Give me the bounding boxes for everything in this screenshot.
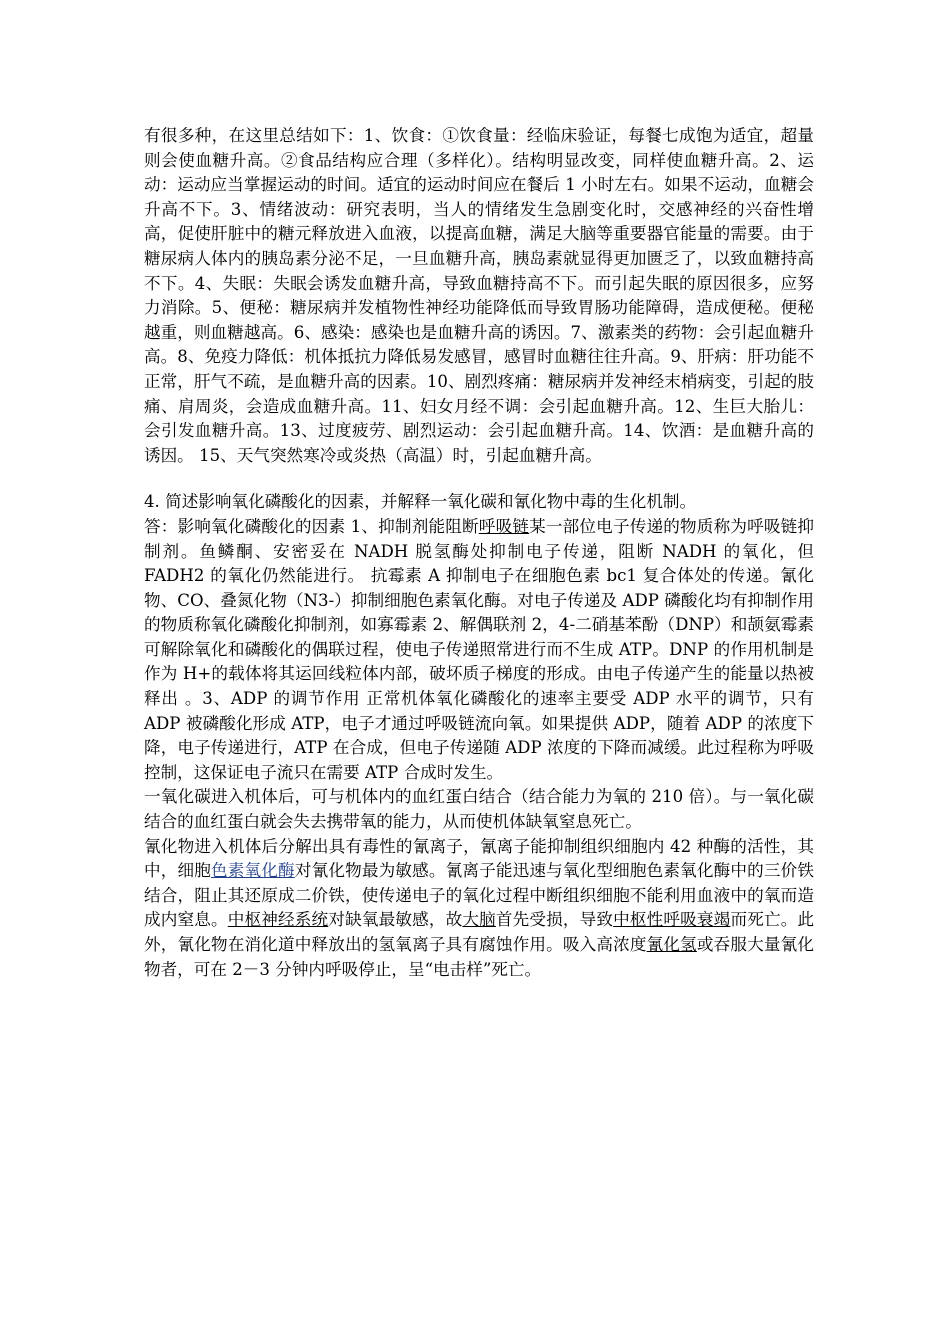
answer-text-part-2: 某一部位电子传递的物质称为呼吸链抑制剂。鱼鳞酮、安密妥在 NADH 脱氢酶处抑制电子传递，阻断 NADH 的氧化，但 FADH2 的氧化仍然能进行。 抗霉素 A 抑制电子在细胞色素 bc1 复合体处的传递。氰化物、CO、叠氮化物（N3-）抑制细胞色素氧化酶。对电子传递及 ADP 磷酸化均有抑制作用的物质称氧化磷酸化抑制剂，如寡霉素 2、解偶联剂 2，4-二硝基苯酚（DNP）和颉氨霉素可解除氧化和磷酸化的偶联过程，使电子传递照常进行而不生成 ATP。DNP 的作用机制是作为 H+的载体将其运回线粒体内部，破坏质子梯度的形成。由电子传递产生的能量以热被释出 。3、ADP 的调节作用 正常机体氧化磷酸化的速率主要受 ADP 水平的调节，只有 ADP 被磷酸化形成 ATP，电子才通过呼吸链流向氧。如果提供 ADP，随着 ADP 的浓度下降，电子传递进行，ATP 在合成，但电子传递随 ADP 浓度的下降而减缓。此过程称为呼吸控制，这保证电子流只在需要 ATP 合成时发生。: [144, 516, 815, 782]
document-body: [144, 124, 814, 982]
cyanide-text-part-6: 或吞服大量氰化物者，可在 2－3 分钟内呼吸停止，呈“电击样”死亡。: [144, 935, 815, 979]
paragraph-spacer: [144, 468, 814, 490]
answer-oxidative-phosphorylation: [144, 515, 814, 786]
cyanide-text-part-4: 首先受损，导致: [495, 910, 614, 930]
link-respiratory-chain[interactable]: 呼吸链: [478, 516, 530, 536]
answer-text-part-1: 答：影响氧化磷酸化的因素 1、抑制剂能阻断: [144, 516, 479, 536]
cyanide-text-part-1: 氰化物进入机体后分解出具有毒性的氰离子，氰离子能抑制组织细胞内 42 种酶的活性，其中，细胞: [144, 836, 814, 881]
link-central-nervous-system[interactable]: 中枢神经系统: [227, 910, 329, 930]
link-central-respiratory-failure[interactable]: 中枢性呼吸衰竭: [613, 910, 731, 930]
link-hydrogen-cyanide[interactable]: 氰化氢: [646, 935, 697, 954]
link-brain[interactable]: 大脑: [462, 910, 496, 930]
question-4-heading: 4. 简述影响氧化磷酸化的因素，并解释一氧化碳和氰化物中毒的生化机制。: [144, 492, 697, 512]
cyanide-text-part-2: 对氰化物最为敏感。氰离子能迅速与氧化型细胞色素氧化酶中的三价铁结合，阻止其还原成二价铁，使传递电子的氧化过程中断组织细胞不能利用血液中的氧而造成内窒息。: [144, 861, 815, 930]
cyanide-paragraph: [144, 835, 814, 983]
link-cytochrome-oxidase[interactable]: 色素氧化酶: [211, 861, 295, 881]
cyanide-text-part-5: 而死亡。此外，氰化物在消化道中释放出的氢氧离子具有腐蚀作用。吸入高浓度: [144, 910, 815, 954]
carbon-monoxide-paragraph: 一氧化碳进入机体后，可与机体内的血红蛋白结合（结合能力为氧的 210 倍）。与一氧化碳结合的血红蛋白就会失去携带氧的能力，从而使机体缺氧窒息死亡。: [144, 787, 814, 832]
cyanide-text-part-3: 对缺氧最敏感，故: [328, 910, 463, 930]
blood-sugar-causes-paragraph: 有很多种，在这里总结如下：1、饮食：①饮食量：经临床验证，每餐七成饱为适宜，超量则会使血糖升高。②食品结构应合理（多样化）。结构明显改变，同样使血糖升高。2、运动：运动应当掌握运动的时间。适宜的运动时间应在餐后 1 小时左右。如果不运动，血糖会升高不下。3、情绪波动：研究表明，当人的情绪发生急剧变化时，交感神经的兴奋性增高，促使肝脏中的糖元释放进入血液，以提高血糖，满足大脑等重要器官能量的需要。由于糖尿病人体内的胰岛素分泌不足，一旦血糖升高，胰岛素就显得更加匮乏了，以致血糖持高不下。4、失眠：失眠会诱发血糖升高，导致血糖持高不下。而引起失眠的原因很多，应努力消除。5、便秘：糖尿病并发植物性神经功能降低而导致胃肠功能障碍，造成便秘。便秘越重，则血糖越高。6、感染：感染也是血糖升高的诱因。7、激素类的药物：会引起血糖升高。8、免疫力降低：机体抵抗力降低易发感冒，感冒时血糖往往升高。9、肝病：肝功能不正常，肝气不疏，是血糖升高的因素。10、剧烈疼痛：糖尿病并发神经末梢病变，引起的肢痛、肩周炎，会造成血糖升高。11、妇女月经不调：会引起血糖升高。12、生巨大胎儿：会引发血糖升高。13、过度疲劳、剧烈运动：会引起血糖升高。14、饮酒：是血糖升高的诱因。 15、天气突然寒冷或炎热（高温）时，引起血糖升高。: [144, 126, 814, 465]
